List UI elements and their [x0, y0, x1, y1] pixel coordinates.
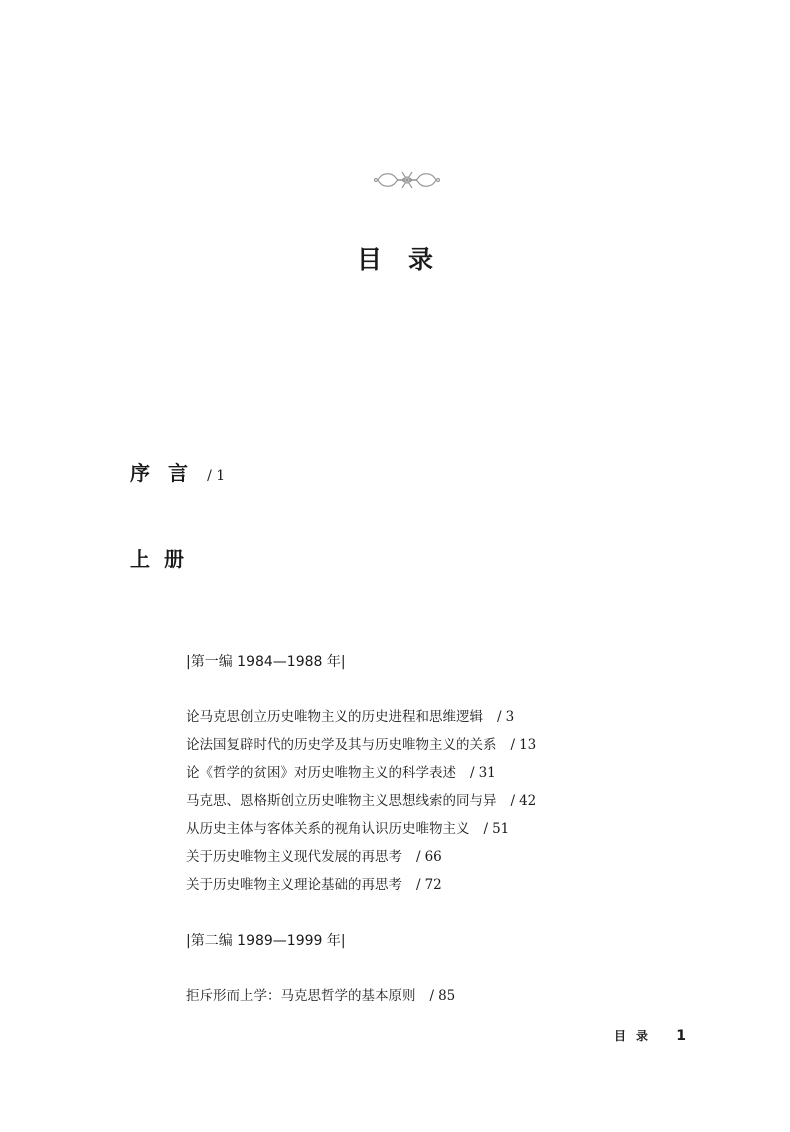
- toc-entry[interactable]: 论法国复辟时代的历史学及其与历史唯物主义的关系 / 13: [186, 737, 537, 753]
- toc-entry-title: 拒斥形而上学：马克思哲学的基本原则: [186, 988, 416, 1004]
- footer-title: 目录: [614, 1029, 659, 1043]
- toc-entry[interactable]: 拒斥形而上学：马克思哲学的基本原则 / 85: [186, 988, 456, 1004]
- part-heading-1-label: 第一编 1984—1988 年: [190, 654, 341, 670]
- preface-page-number: / 1: [207, 468, 226, 484]
- toc-entry-page: 51: [492, 821, 510, 837]
- part-heading-1: |第一编 1984—1988 年|: [186, 654, 346, 670]
- toc-entry-page: 3: [505, 709, 515, 725]
- part-heading-2: |第二编 1989—1999 年|: [186, 933, 346, 949]
- toc-entry-title: 论马克思创立历史唯物主义的历史进程和思维逻辑: [186, 709, 483, 725]
- toc-list-part-1: [186, 703, 536, 899]
- toc-entry-title: 论法国复辟时代的历史学及其与历史唯物主义的关系: [186, 737, 497, 753]
- toc-entry-page: 31: [478, 765, 496, 781]
- toc-entry-page: 66: [424, 849, 442, 865]
- toc-list-part-2: [186, 982, 455, 1010]
- footer-page-number: 1: [676, 1028, 686, 1044]
- toc-entry-title: 关于历史唯物主义理论基础的再思考: [186, 877, 402, 893]
- preface-heading: 序言: [130, 461, 206, 485]
- toc-entry-title: 论《哲学的贫困》对历史唯物主义的科学表述: [186, 765, 456, 781]
- toc-entry-page: 42: [519, 793, 537, 809]
- toc-entry[interactable]: 论马克思创立历史唯物主义的历史进程和思维逻辑 / 3: [186, 709, 515, 725]
- toc-entry[interactable]: 关于历史唯物主义理论基础的再思考 / 72: [186, 877, 442, 893]
- page-title: 目录: [356, 245, 459, 274]
- toc-entry-page: 85: [438, 988, 456, 1004]
- page-footer: [614, 1026, 686, 1046]
- part-heading-2-label: 第二编 1989—1999 年: [190, 933, 341, 949]
- toc-entry[interactable]: 从历史主体与客体关系的视角认识历史唯物主义 / 51: [186, 821, 510, 837]
- ornament-flourish-icon: [372, 166, 442, 194]
- toc-entry-page: 72: [424, 877, 442, 893]
- toc-entry-preface[interactable]: [130, 460, 225, 489]
- volume-heading: 上册: [130, 547, 198, 571]
- toc-entry-title: 关于历史唯物主义现代发展的再思考: [186, 849, 402, 865]
- toc-entry-title: 从历史主体与客体关系的视角认识历史唯物主义: [186, 821, 470, 837]
- toc-entry[interactable]: 关于历史唯物主义现代发展的再思考 / 66: [186, 849, 442, 865]
- toc-entry-page: 13: [519, 737, 537, 753]
- toc-entry[interactable]: 论《哲学的贫困》对历史唯物主义的科学表述 / 31: [186, 765, 496, 781]
- toc-entry[interactable]: 马克思、恩格斯创立历史唯物主义思想线索的同与异 / 42: [186, 793, 537, 809]
- toc-entry-title: 马克思、恩格斯创立历史唯物主义思想线索的同与异: [186, 793, 497, 809]
